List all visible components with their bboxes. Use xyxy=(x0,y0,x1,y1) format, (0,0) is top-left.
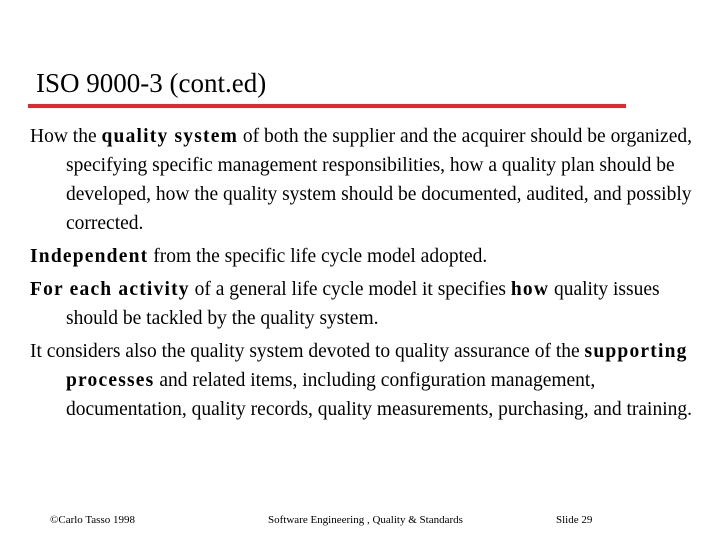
paragraph-text: from the specific life cycle model adopted. xyxy=(148,246,488,267)
footer-slide-number: Slide 29 xyxy=(556,514,593,526)
footer-copyright: ©Carlo Tasso 1998 xyxy=(50,514,135,526)
slide-title: ISO 9000-3 (cont.ed) xyxy=(36,68,267,98)
paragraph-quality-system xyxy=(30,122,702,238)
emphasized-text: supporting processes xyxy=(66,341,688,391)
paragraph-text: of a general life cycle model it specifies xyxy=(189,279,511,300)
paragraph-text: quality issues should be tackled by the quality system. xyxy=(66,279,660,329)
emphasized-text: quality system xyxy=(101,126,239,147)
slide-body xyxy=(30,122,702,428)
paragraph-text: and related items, including configuration management, documentation, quality records, quality measurements, purchasing, and training. xyxy=(66,370,692,420)
paragraph-independent xyxy=(30,242,702,271)
paragraph-text: It considers also the quality system devoted to quality assurance of the xyxy=(30,341,585,362)
paragraph-text: of both the supplier and the acquirer should be organized, specifying specific management responsibilities, how a quality plan should be developed, how the quality system should be documented, audited, and possibly corrected. xyxy=(66,126,692,234)
paragraph-each-activity xyxy=(30,275,702,333)
paragraph-text: How the xyxy=(30,126,102,147)
footer-course-title: Software Engineering , Quality & Standards xyxy=(268,514,463,526)
title-underline-rule xyxy=(28,104,626,108)
paragraph-supporting-processes xyxy=(30,337,702,424)
emphasized-text: For each activity xyxy=(30,279,190,300)
emphasized-text: Independent xyxy=(30,246,149,267)
emphasized-text: how xyxy=(510,279,550,300)
